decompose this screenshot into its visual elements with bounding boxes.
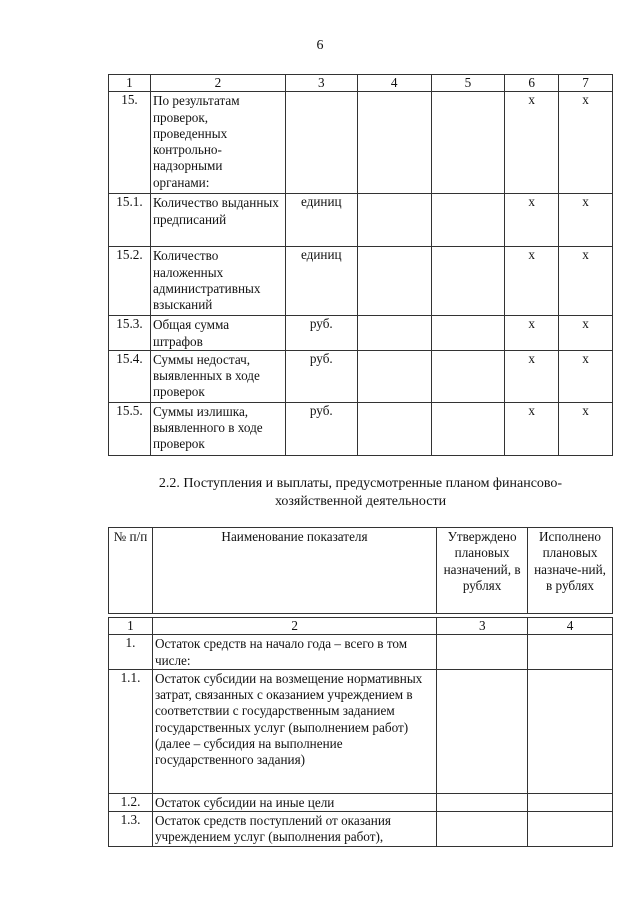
row-cell bbox=[431, 402, 505, 455]
row-cell: х bbox=[559, 316, 613, 351]
table-row bbox=[109, 194, 613, 247]
row-number: 1. bbox=[109, 635, 153, 670]
row-cell bbox=[437, 669, 528, 793]
row-unit: единиц bbox=[285, 194, 357, 247]
header-cell: 1 bbox=[109, 618, 153, 635]
section-title-line: хозяйственной деятельности bbox=[274, 494, 447, 509]
row-cell bbox=[431, 92, 505, 194]
row-name: Суммы излишка, выявленного в ходе проверок bbox=[150, 402, 285, 455]
row-name: Количество выданных предписаний bbox=[150, 194, 285, 247]
row-cell: х bbox=[559, 92, 613, 194]
row-number: 15.4. bbox=[109, 350, 151, 402]
row-unit: руб. bbox=[285, 350, 357, 402]
row-cell: х bbox=[505, 402, 559, 455]
header-executed: Исполнено плановых назначе-ний, в рублях bbox=[528, 528, 613, 614]
table-row bbox=[109, 247, 613, 316]
header-cell: 4 bbox=[357, 75, 431, 92]
row-name: Общая сумма штрафов bbox=[150, 316, 285, 351]
section-title-line: 2.2. Поступления и выплаты, предусмотренные планом финансово- bbox=[158, 476, 563, 491]
table-row bbox=[109, 402, 613, 455]
header-cell: 1 bbox=[109, 75, 151, 92]
section-title bbox=[108, 475, 613, 511]
row-number: 15.5. bbox=[109, 402, 151, 455]
table-row bbox=[109, 669, 613, 793]
row-number: 1.1. bbox=[109, 669, 153, 793]
row-cell bbox=[357, 194, 431, 247]
row-cell: х bbox=[505, 247, 559, 316]
header-number: № п/п bbox=[109, 528, 153, 614]
header-cell: 2 bbox=[150, 75, 285, 92]
row-cell bbox=[431, 194, 505, 247]
row-number: 15. bbox=[109, 92, 151, 194]
plan-values-table bbox=[108, 617, 613, 847]
header-cell: 7 bbox=[559, 75, 613, 92]
row-cell: х bbox=[559, 350, 613, 402]
row-cell bbox=[357, 350, 431, 402]
header-cell: 4 bbox=[528, 618, 613, 635]
row-cell: х bbox=[505, 350, 559, 402]
table-row bbox=[109, 793, 613, 811]
header-cell: 3 bbox=[285, 75, 357, 92]
row-name: Остаток средств на начало года – всего в том числе: bbox=[152, 635, 436, 670]
row-cell bbox=[437, 812, 528, 847]
row-cell bbox=[528, 669, 613, 793]
header-cell: 3 bbox=[437, 618, 528, 635]
row-name: Остаток субсидии на иные цели bbox=[152, 793, 436, 811]
row-cell bbox=[431, 350, 505, 402]
row-cell: х bbox=[505, 316, 559, 351]
row-cell: х bbox=[559, 247, 613, 316]
row-cell bbox=[528, 793, 613, 811]
header-cell: 6 bbox=[505, 75, 559, 92]
row-cell bbox=[437, 635, 528, 670]
row-number: 15.3. bbox=[109, 316, 151, 351]
row-cell: х bbox=[505, 194, 559, 247]
row-name: Количество наложенных административных взысканий bbox=[150, 247, 285, 316]
row-cell bbox=[431, 247, 505, 316]
table-header-row bbox=[109, 618, 613, 635]
row-cell bbox=[357, 247, 431, 316]
row-number: 1.2. bbox=[109, 793, 153, 811]
row-cell: х bbox=[505, 92, 559, 194]
row-cell: х bbox=[559, 194, 613, 247]
row-number: 15.2. bbox=[109, 247, 151, 316]
table-row bbox=[109, 635, 613, 670]
plan-header-table bbox=[108, 527, 613, 614]
row-unit: единиц bbox=[285, 247, 357, 316]
table-row bbox=[109, 92, 613, 194]
row-number: 15.1. bbox=[109, 194, 151, 247]
row-name: Суммы недостач, выявленных в ходе проверок bbox=[150, 350, 285, 402]
row-name: Остаток средств поступлений от оказания учреждением услуг (выполнения работ), bbox=[152, 812, 436, 847]
row-number: 1.3. bbox=[109, 812, 153, 847]
row-cell bbox=[528, 635, 613, 670]
row-cell bbox=[357, 92, 431, 194]
row-cell bbox=[357, 316, 431, 351]
table-row bbox=[109, 350, 613, 402]
row-unit: руб. bbox=[285, 402, 357, 455]
page-number: 6 bbox=[316, 38, 324, 53]
row-cell bbox=[357, 402, 431, 455]
row-cell bbox=[437, 793, 528, 811]
inspection-results-table bbox=[108, 74, 613, 456]
header-cell: 5 bbox=[431, 75, 505, 92]
row-unit bbox=[285, 92, 357, 194]
row-cell: х bbox=[559, 402, 613, 455]
table-header-row bbox=[109, 75, 613, 92]
header-indicator-name: Наименование показателя bbox=[152, 528, 436, 614]
row-name: Остаток субсидии на возмещение нормативных затрат, связанных с оказанием учреждением в соответствии с государственным заданием государственных услуг (выполнением работ) (далее – субсидия на выполнение государственного задания) bbox=[152, 669, 436, 793]
header-approved: Утверждено плановых назначений, в рублях bbox=[437, 528, 528, 614]
table-row bbox=[109, 316, 613, 351]
table-header-row bbox=[109, 528, 613, 614]
row-unit: руб. bbox=[285, 316, 357, 351]
table-row bbox=[109, 812, 613, 847]
row-name: По результатам проверок, проведенных контрольно-надзорными органами: bbox=[150, 92, 285, 194]
row-cell bbox=[431, 316, 505, 351]
row-cell bbox=[528, 812, 613, 847]
header-cell: 2 bbox=[152, 618, 436, 635]
